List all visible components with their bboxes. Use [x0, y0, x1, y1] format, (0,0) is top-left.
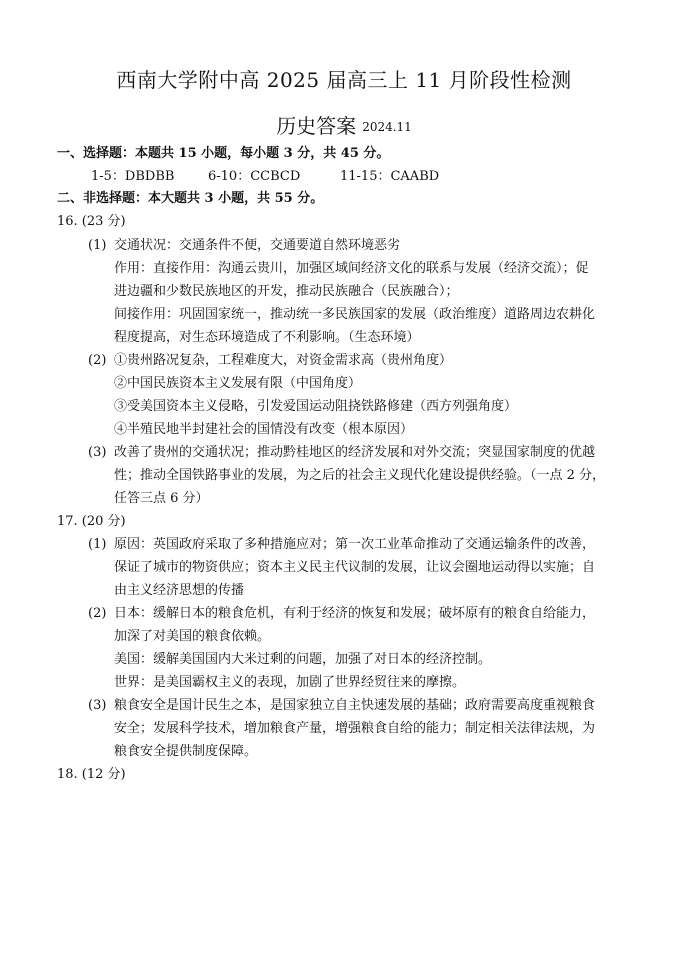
section1-desc: 本题共 15 小题，每小题 3 分，共 45 分。 — [135, 146, 390, 161]
q17-part2-line: 美国：缓解美国国内大米过剩的问题，加强了对日本的经济控制。 — [114, 652, 492, 667]
q17-part3-label: (3) — [88, 698, 107, 713]
q16-part2-line: ③受美国资本主义侵略，引发爱国运动阻挠铁路修建（西方列强角度） — [114, 399, 518, 414]
q17-part2-line: 世界：是美国霸权主义的表现，加剧了世界经贸往来的摩擦。 — [114, 675, 466, 690]
q17-part1-label: (1) — [88, 537, 107, 552]
q16-part3-label: (3) — [88, 445, 107, 460]
q17-number: 17. (20 分) — [57, 514, 126, 529]
q16-part2-line: ①贵州路况复杂，工程难度大，对资金需求高（贵州角度） — [114, 353, 453, 368]
q16-part1-line: 交通状况：交通条件不便，交通要道自然环境恶劣 — [114, 238, 401, 253]
section1-label: 一、选择题： — [57, 146, 136, 161]
q17-part3-line: 粮食安全提供制度保障。 — [114, 744, 258, 759]
q17-part2-label: (2) — [88, 606, 107, 621]
section2-desc: 本大题共 3 小题，共 55 分。 — [148, 191, 324, 206]
section2-label: 二、非选择题： — [57, 191, 149, 206]
q16-part1-label: (1) — [88, 238, 107, 253]
q16-number: 16. (23 分) — [57, 214, 126, 229]
q16-part1-line: 程度提高，对生态环境造成了不利影响。（生态环境） — [114, 330, 420, 345]
q17-part2-line: 日本：缓解日本的粮食危机，有利于经济的恢复和发展；破坏原有的粮食自给能力， — [114, 606, 596, 621]
document-subtitle — [0, 110, 688, 139]
q17-part2-line: 加深了对美国的粮食依赖。 — [114, 629, 271, 644]
q16-part1-line: 间接作用：巩固国家统一，推动统一多民族国家的发展（政治维度）道路周边农耕化 — [114, 307, 596, 322]
q16-part3-line: 任答三点 6 分） — [114, 491, 209, 506]
q16-part3-line: 性；推动全国铁路事业的发展，为之后的社会主义现代化建设提供经验。（一点 2 分， — [114, 468, 606, 483]
document-title: 西南大学附中高 2025 届高三上 11 月阶段性检测 — [116, 68, 572, 92]
q16-part2-label: (2) — [88, 353, 107, 368]
q18-number: 18. (12 分) — [57, 767, 126, 782]
q17-part1-line: 保证了城市的物资供应；资本主义民主代议制的发展，让议会圈地运动得以实施；自 — [114, 560, 596, 575]
answer-group-1: 1-5：DBDBB — [91, 169, 175, 184]
q16-part1-line: 作用：直接作用：沟通云贵川，加强区域间经济文化的联系与发展（经济交流）；促 — [114, 261, 589, 276]
q16-part3-line: 改善了贵州的交通状况；推动黔桂地区的经济发展和对外交流；突显国家制度的优越 — [114, 445, 596, 460]
section1-heading — [57, 143, 389, 164]
document-date: 2024.11 — [362, 120, 412, 134]
q17-part3-line: 粮食安全是国计民生之本，是国家独立自主快速发展的基础；政府需要高度重视粮食 — [114, 698, 596, 713]
q17-part1-line: 原因：英国政府采取了多种措施应对；第一次工业革命推动了交通运输条件的改善， — [114, 537, 596, 552]
q16-part1-line: 进边疆和少数民族地区的开发，推动民族融合（民族融合）； — [114, 284, 459, 299]
section2-heading — [57, 188, 323, 209]
q17-part1-line: 由主义经济思想的传播 — [114, 583, 245, 598]
subject-label: 历史答案 — [276, 114, 357, 138]
q16-part2-line: ②中国民族资本主义发展有限（中国角度） — [114, 376, 362, 391]
q17-part3-line: 安全；发展科学技术，增加粮食产量，增强粮食自给的能力；制定相关法律法规，为 — [114, 721, 596, 736]
q16-part2-line: ④半殖民地半封建社会的国情没有改变（根本原因） — [114, 422, 414, 437]
answer-group-3: 11-15：CAABD — [340, 169, 440, 184]
answer-group-2: 6-10：CCBCD — [208, 169, 301, 184]
section1-answers — [91, 166, 439, 187]
